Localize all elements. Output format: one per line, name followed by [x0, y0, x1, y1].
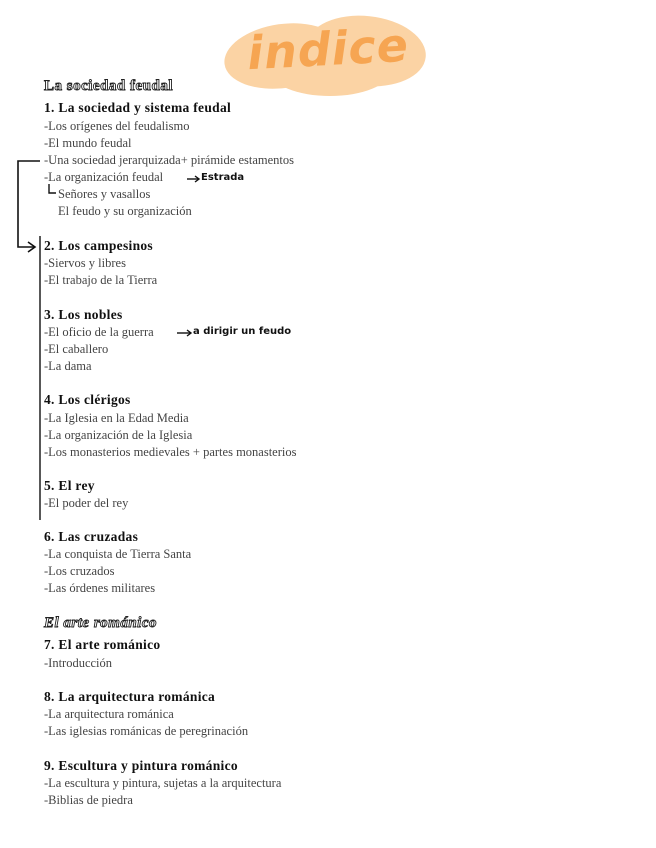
- sub-arrow: [49, 184, 56, 193]
- list-item: -El poder del rey: [44, 496, 129, 510]
- list-item: -La organización de la Iglesia: [44, 428, 193, 442]
- list-item: -Introducción: [44, 656, 113, 670]
- list-item: -Una sociedad jerarquizada+ pirámide estamentos: [44, 153, 294, 167]
- part-title: El arte románico: [44, 615, 158, 631]
- list-item: -Biblias de piedra: [44, 793, 133, 807]
- list-item: -El mundo feudal: [44, 136, 132, 150]
- section-heading: 8. La arquitectura románica: [44, 689, 216, 704]
- section-heading: 7. El arte románico: [44, 637, 161, 652]
- handwritten-note: Estrada: [201, 172, 245, 183]
- section-heading: 5. El rey: [44, 478, 95, 493]
- list-item: -La dama: [44, 359, 92, 373]
- section-heading: 4. Los clérigos: [44, 392, 131, 407]
- list-item: -La escultura y pintura, sujetas a la arquitectura: [44, 776, 282, 790]
- list-item: -El trabajo de la Tierra: [44, 273, 158, 287]
- bracket-arrow: [18, 161, 40, 247]
- section-heading: 9. Escultura y pintura románico: [44, 758, 238, 773]
- list-item: -La organización feudal: [44, 170, 164, 184]
- page-title: indice: [245, 17, 411, 81]
- section-heading: 1. La sociedad y sistema feudal: [44, 100, 232, 115]
- list-item: -El caballero: [44, 342, 109, 356]
- list-item: -Las iglesias románicas de peregrinación: [44, 724, 249, 738]
- section-heading: 2. Los campesinos: [44, 238, 153, 253]
- list-item: -Las órdenes militares: [44, 581, 156, 595]
- list-item: -Los monasterios medievales + partes monasterios: [44, 445, 297, 459]
- list-item: -Los orígenes del feudalismo: [44, 119, 190, 133]
- list-subitem: El feudo y su organización: [58, 204, 192, 218]
- part-title: La sociedad feudal: [44, 78, 174, 94]
- list-item: -La Iglesia en la Edad Media: [44, 411, 189, 425]
- list-item: -La conquista de Tierra Santa: [44, 547, 192, 561]
- list-subitem: Señores y vasallos: [58, 187, 151, 201]
- handwritten-note: a dirigir un feudo: [193, 326, 292, 337]
- list-item: -Los cruzados: [44, 564, 115, 578]
- list-item: -Siervos y libres: [44, 256, 126, 270]
- title-area: [210, 8, 440, 98]
- list-item: -La arquitectura románica: [44, 707, 174, 721]
- list-item: -El oficio de la guerra: [44, 325, 154, 339]
- section-heading: 6. Las cruzadas: [44, 529, 139, 544]
- section-heading: 3. Los nobles: [44, 307, 123, 322]
- arrow-head: [28, 242, 35, 252]
